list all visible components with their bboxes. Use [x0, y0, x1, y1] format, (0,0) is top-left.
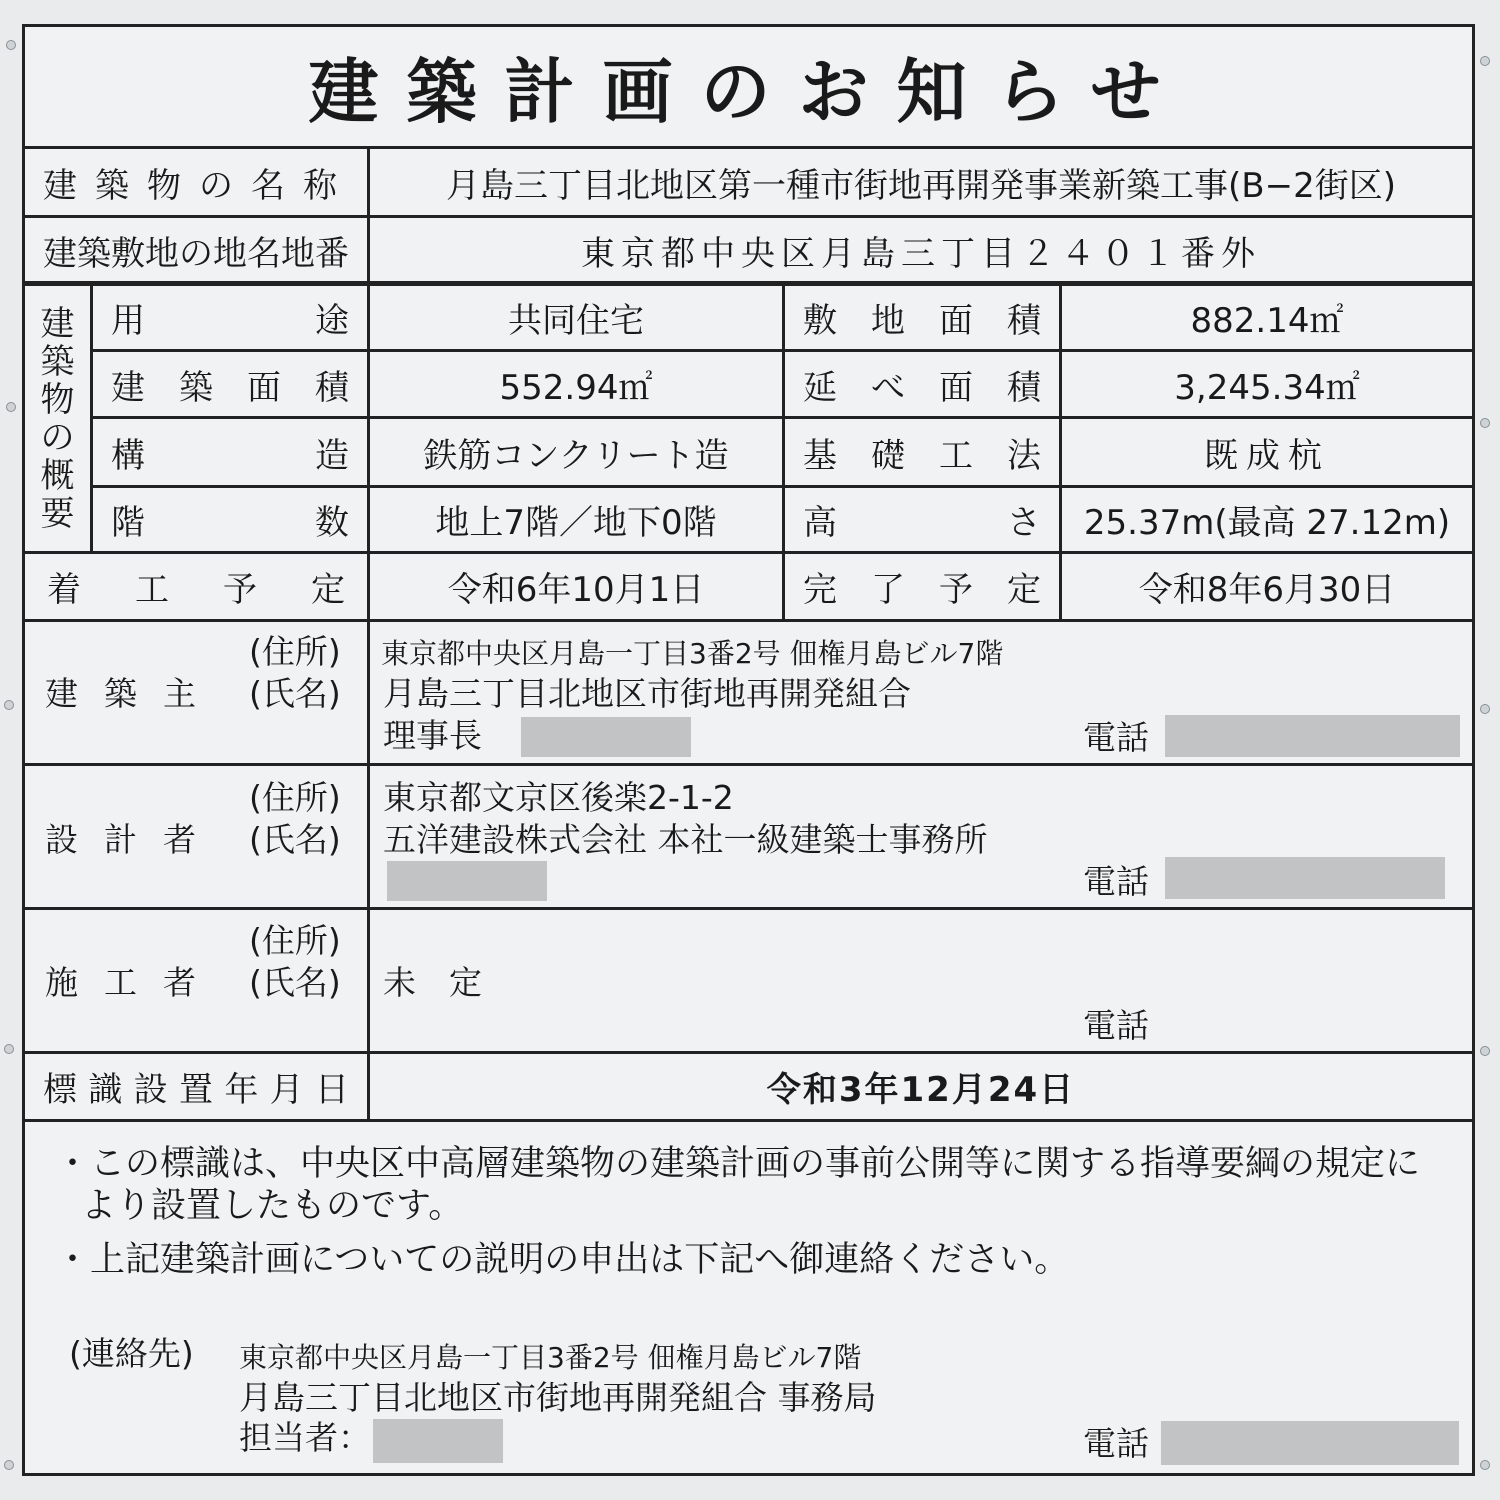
total-floor-area-label: 延べ面積: [803, 367, 1041, 408]
site-area-value: 882.14㎡: [1190, 301, 1344, 341]
completion-value: 令和8年6月30日: [1138, 570, 1396, 610]
designer-address-label: (住所): [249, 778, 341, 817]
row-divider: [25, 763, 1472, 766]
redacted-name: [387, 861, 547, 901]
note-line-1: ・この標識は、中央区中高層建築物の建築計画の事前公開等に関する指導要綱の規定に: [55, 1144, 1421, 1184]
contact-person-label: 担当者：: [239, 1418, 371, 1457]
site-address-label: 建築敷地の地名地番: [43, 233, 349, 274]
screw: [4, 1044, 14, 1054]
start-label: 着工予定: [47, 570, 345, 610]
contact-address: 東京都中央区月島一丁目3番2号 佃権月島ビル7階: [239, 1341, 862, 1374]
screw: [4, 700, 14, 710]
sign-board: [22, 24, 1475, 1476]
contact-phone-label: 電話: [1083, 1424, 1149, 1463]
redacted-name: [373, 1419, 503, 1463]
use-value: 共同住宅: [508, 301, 644, 341]
overview-label: 建 築 物 の 概 要: [40, 303, 75, 534]
screw: [6, 402, 16, 412]
height-value: 25.37m(最高 27.12m): [1083, 503, 1451, 543]
total-floor-area-value: 3,245.34㎡: [1174, 367, 1360, 408]
contractor-address-label: (住所): [249, 921, 341, 960]
row-divider: [25, 1119, 1472, 1122]
foundation-value: 既成杭: [1204, 435, 1330, 476]
sign-date-value: 令和3年12月24日: [766, 1070, 1076, 1110]
use-label: 用途: [111, 301, 349, 341]
note-line-2: より設置したものです。: [81, 1186, 464, 1226]
floors-value: 地上7階／地下0階: [435, 503, 717, 543]
owner-name: 月島三丁目北地区市街地再開発組合: [383, 674, 911, 713]
contact-label: (連絡先): [69, 1334, 194, 1373]
contractor-name-label: (氏名): [249, 963, 341, 1002]
contractor-phone-label: 電話: [1083, 1006, 1149, 1045]
building-name-value: 月島三丁目北地区第一種市街地再開発事業新築工事(B−2街区): [446, 165, 1396, 206]
owner-label: 建築主: [45, 674, 222, 713]
sign-title: 建築計画のお知らせ: [25, 27, 1472, 149]
screw: [1480, 704, 1490, 714]
structure-label: 構造: [111, 435, 349, 476]
contractor-name: 未 定: [383, 963, 482, 1002]
designer-phone-label: 電話: [1083, 862, 1149, 901]
row-divider: [25, 619, 1472, 622]
building-area-label: 建築面積: [111, 367, 349, 408]
screw: [1480, 418, 1490, 428]
owner-address: 東京都中央区月島一丁目3番2号 佃権月島ビル7階: [381, 637, 1004, 670]
building-area-value: 552.94㎡: [499, 367, 653, 408]
screw: [1480, 1460, 1490, 1470]
floors-label: 階数: [111, 503, 349, 543]
owner-title: 理事長: [383, 716, 482, 755]
structure-value: 鉄筋コンクリート造: [423, 435, 729, 476]
redacted-phone: [1161, 1421, 1459, 1465]
start-value: 令和6年10月1日: [447, 570, 705, 610]
height-label: 高さ: [803, 503, 1041, 543]
designer-label: 設計者: [45, 820, 222, 859]
owner-phone-label: 電話: [1083, 718, 1149, 757]
contractor-label: 施工者: [45, 963, 222, 1002]
screw: [1480, 1046, 1490, 1056]
redacted-phone: [1165, 857, 1445, 899]
completion-label: 完了予定: [803, 570, 1041, 610]
row-divider: [25, 907, 1472, 910]
screw: [6, 40, 16, 50]
note-line-3: ・上記建築計画についての説明の申出は下記へ御連絡ください。: [55, 1240, 1070, 1280]
screw: [4, 1460, 14, 1470]
designer-address: 東京都文京区後楽2-1-2: [383, 778, 734, 817]
site-address-value: 東京都中央区月島三丁目２４０１番外: [581, 233, 1261, 274]
building-name-label: 建築物の名称: [43, 165, 355, 206]
site-area-label: 敷地面積: [803, 301, 1041, 341]
contact-org: 月島三丁目北地区市街地再開発組合 事務局: [239, 1378, 877, 1417]
foundation-label: 基礎工法: [803, 435, 1041, 476]
owner-name-label: (氏名): [249, 674, 341, 713]
owner-address-label: (住所): [249, 632, 341, 671]
sign-date-label: 標識設置年月日: [43, 1070, 349, 1110]
designer-name: 五洋建設株式会社 本社一級建築士事務所: [383, 820, 988, 859]
redacted-name: [521, 717, 691, 757]
designer-name-label: (氏名): [249, 820, 341, 859]
redacted-phone: [1165, 715, 1460, 757]
screw: [1480, 56, 1490, 66]
